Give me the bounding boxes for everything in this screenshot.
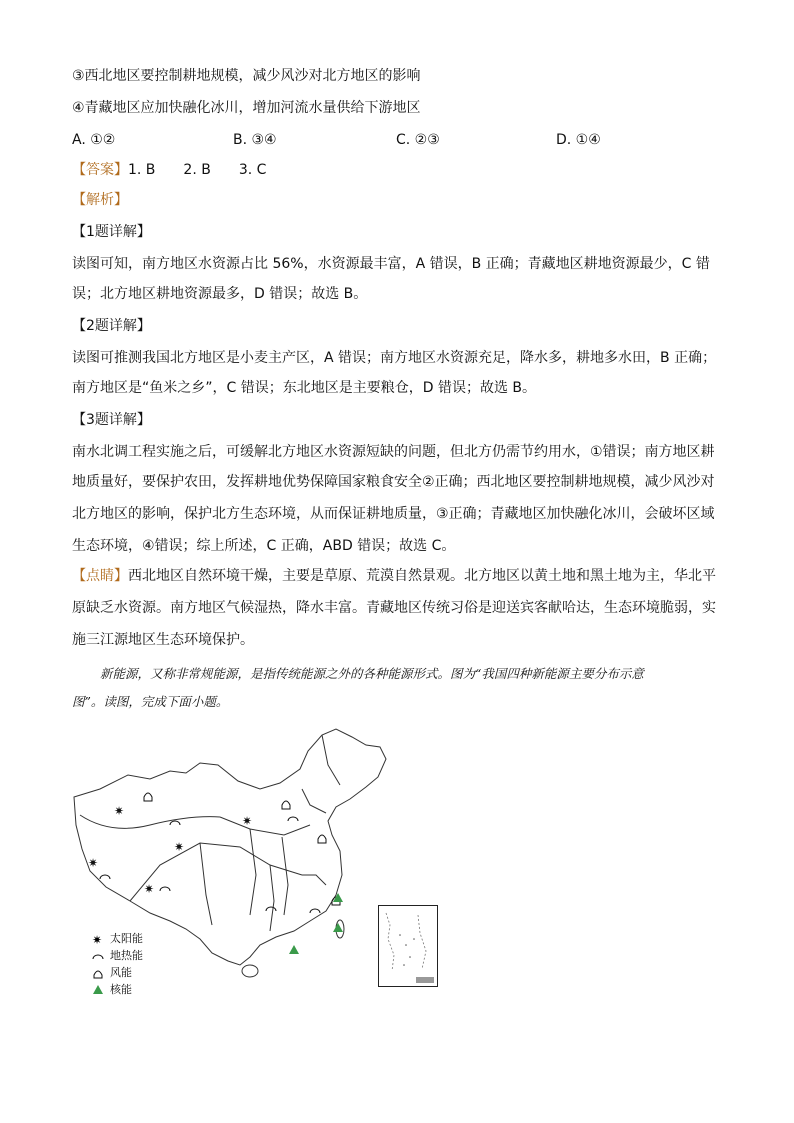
- geothermal-icon: [92, 950, 104, 962]
- wind-icon: [92, 967, 104, 979]
- legend-label-sun: 太阳能: [110, 932, 143, 945]
- tip-line-3: 施三江源地区生态环境保护。: [72, 632, 254, 648]
- nuclear-icon: [289, 945, 299, 954]
- geothermal-icon: [100, 875, 110, 879]
- sun-icon: [92, 933, 104, 945]
- answer-text: 1. B 2. B 3. C: [128, 162, 267, 178]
- sun-icon: ✷: [242, 814, 253, 828]
- geothermal-icon: [310, 909, 320, 913]
- legend-label-wind: 风能: [110, 966, 132, 979]
- q3-line-2: 地质量好，要保护农田，发挥耕地优势保障国家粮食安全②正确；西北地区要控制耕地规模，减少风沙对: [72, 474, 715, 490]
- intro-line-2: 图”。读图，完成下面小题。: [72, 694, 229, 709]
- legend-label-geothermal: 地热能: [110, 949, 143, 962]
- q2-line-1: 读图可推测我国北方地区是小麦主产区，A 错误；南方地区水资源充足，降水多，耕地多水田，B 正确；: [72, 350, 717, 366]
- choice-a: A. ①②: [72, 132, 116, 148]
- q3-title: 【3题详解】: [72, 412, 151, 428]
- wind-icon: [282, 801, 290, 809]
- tip-text-1: 西北地区自然环境干燥，主要是草原、荒漠自然景观。北方地区以黄土地和黑土地为主，华北平: [128, 568, 716, 584]
- wind-icon: [144, 793, 152, 801]
- answer-line: [72, 160, 266, 180]
- legend-row-nuclear: [92, 981, 143, 998]
- choice-d: D. ①④: [556, 132, 601, 148]
- analysis-label: 【解析】: [72, 192, 128, 208]
- wind-icon: [318, 835, 326, 843]
- q1-line-2: 误；北方地区耕地资源最多，D 错误；故选 B。: [72, 286, 368, 302]
- option-item-3: ③西北地区要控制耕地规模，减少风沙对北方地区的影响: [72, 68, 421, 84]
- geothermal-icon: [288, 817, 298, 821]
- sun-icon: ✷: [114, 804, 125, 818]
- hainan-island: [242, 965, 258, 977]
- geothermal-icon: [170, 821, 180, 825]
- intro-line-1: 新能源，又称非常规能源，是指传统能源之外的各种能源形式。图为“我国四种新能源主要分布示意: [100, 666, 644, 681]
- geothermal-icon: [266, 907, 276, 911]
- q3-line-3: 北方地区的影响，保护北方生态环境，从而保证耕地质量，③正确；青藏地区加快融化冰川，会破坏区域: [72, 506, 715, 522]
- choice-b: B. ③④: [233, 132, 277, 148]
- tip-label: 【点睛】: [72, 568, 128, 584]
- nuclear-icon: [92, 984, 104, 996]
- sun-icon: ✷: [174, 840, 185, 854]
- geothermal-icon: [160, 887, 170, 891]
- q3-line-4: 生态环境，④错误；综上所述，C 正确，ABD 错误；故选 C。: [72, 538, 456, 554]
- q3-line-1: 南水北调工程实施之后，可缓解北方地区水资源短缺的问题，但北方仍需节约用水，①错误；南方地区耕: [72, 444, 715, 460]
- q2-line-2: 南方地区是“鱼米之乡”，C 错误；东北地区是主要粮仓，D 错误；故选 B。: [72, 380, 537, 396]
- sun-icon: ✷: [88, 856, 99, 870]
- tip-line-2: 原缺乏水资源。南方地区气候湿热，降水丰富。青藏地区传统习俗是迎送宾客献哈达，生态环境脆弱，实: [72, 600, 716, 616]
- legend-row-sun: [92, 930, 143, 947]
- choice-c: C. ②③: [396, 132, 440, 148]
- q1-line-1: 读图可知，南方地区水资源占比 56%，水资源最丰富，A 错误，B 正确；青藏地区耕地资源最少，C 错: [72, 256, 710, 272]
- south-china-sea-inset: [378, 905, 438, 987]
- q1-title: 【1题详解】: [72, 224, 151, 240]
- option-item-4: ④青藏地区应加快融化冰川，增加河流水量供给下游地区: [72, 100, 421, 116]
- svg-text:✷: ✷: [92, 932, 103, 945]
- map-legend: [92, 930, 143, 998]
- q2-title: 【2题详解】: [72, 318, 151, 334]
- legend-row-wind: [92, 964, 143, 981]
- answer-label: 【答案】: [72, 162, 128, 178]
- tip-line-1: [72, 566, 716, 586]
- legend-label-nuclear: 核能: [110, 983, 132, 996]
- nuclear-icon: [333, 923, 343, 932]
- legend-row-geothermal: [92, 947, 143, 964]
- sun-icon: ✷: [144, 882, 155, 896]
